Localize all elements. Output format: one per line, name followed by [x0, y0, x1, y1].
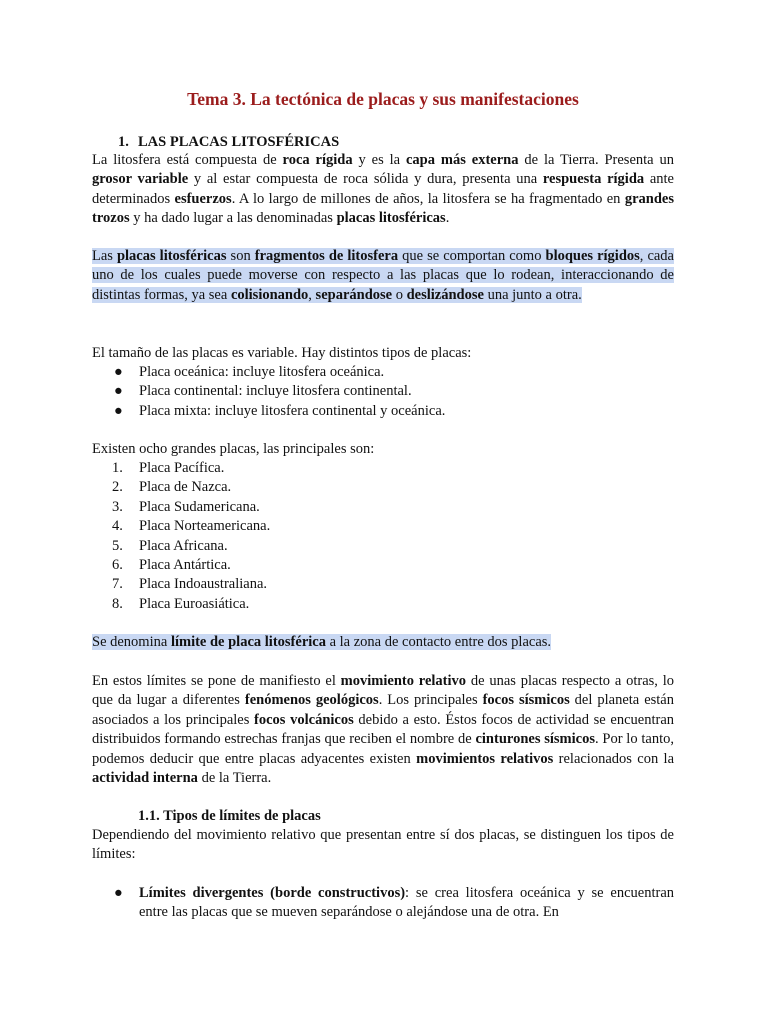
document-title: Tema 3. La tectónica de placas y sus manifestaciones	[187, 89, 579, 109]
text-run: . Por lo tanto, podemos deducir que entre placas adyacentes existen	[92, 731, 674, 767]
text-run: o	[392, 286, 407, 303]
bullet-icon: ●	[114, 383, 123, 400]
bold-run: cinturones sísmicos	[475, 731, 595, 748]
text-run: y al estar compuesta de roca sólida y dura, presenta una	[188, 171, 543, 188]
text-run: ante determinados	[92, 171, 674, 207]
list-item-text: Placa Norteamericana.	[139, 518, 271, 535]
list-item	[92, 517, 674, 536]
text-run: ,	[308, 286, 316, 303]
bold-run: roca rígida	[282, 152, 353, 168]
list-number: 7.	[112, 576, 123, 593]
text-run: a la zona de contacto entre dos placas.	[325, 634, 552, 650]
bold-run: respuesta rígida	[542, 171, 645, 188]
bold-run: movimiento relativo	[340, 673, 467, 689]
list-number: 8.	[112, 595, 123, 612]
highlighted-text	[92, 634, 551, 650]
section-title: LAS PLACAS LITOSFÉRICAS	[138, 134, 340, 150]
list-item	[92, 595, 674, 614]
list-item	[92, 459, 674, 478]
text-run: de unas placas respecto a otras, lo que da lugar a diferentes	[92, 673, 675, 709]
bold-run: focos volcánicos	[254, 711, 354, 728]
text-run: una junto a otra.	[483, 286, 582, 303]
list-item	[92, 402, 674, 421]
bold-run: capa más externa	[406, 152, 519, 168]
list-item-text: Placa Africana.	[139, 537, 228, 554]
bold-run: fenómenos geológicos	[244, 692, 379, 709]
paragraph-placas-highlighted	[92, 247, 674, 305]
text-run: de la Tierra. Presenta un	[518, 152, 674, 168]
text-run: . Los principales	[378, 692, 483, 709]
main-plates-list	[92, 459, 674, 614]
text-run: son	[226, 248, 255, 264]
bullet-icon: ●	[114, 364, 123, 380]
bold-run: bloques rígidos	[545, 248, 640, 264]
list-item-text: Placa Pacífica.	[139, 460, 225, 476]
bold-run: actividad interna	[92, 770, 198, 787]
section-heading-1	[118, 133, 339, 152]
text-run: Las	[92, 248, 117, 264]
bullet-icon: ●	[114, 885, 123, 901]
list-number: 5.	[112, 537, 123, 554]
text-run: La litosfera está compuesta de	[92, 152, 283, 168]
text-run: , cada uno de los cuales puede moverse con respecto a las placas que lo rodean, interaccionando de distintas formas, ya sea	[92, 248, 674, 303]
bold-run: esfuerzos	[174, 190, 232, 207]
bullet-icon: ●	[114, 402, 123, 419]
text-run: Se denomina	[92, 634, 171, 650]
list-item-text: Placa oceánica: incluye litosfera oceánica.	[139, 364, 385, 380]
bold-run: separándose	[315, 286, 393, 303]
subsection-heading: 1.1. Tipos de límites de placas	[138, 808, 321, 824]
bold-run: fragmentos de litosfera	[254, 248, 399, 264]
highlighted-text	[92, 248, 674, 303]
list-number: 1.	[112, 460, 123, 476]
list-item	[92, 498, 674, 517]
text-run: En estos límites se pone de manifiesto el	[92, 673, 341, 689]
text-run: y es la	[352, 152, 406, 168]
list-item-text	[139, 884, 674, 923]
text-run: del planeta están asociados a los principales	[92, 692, 674, 728]
boundary-list-item	[92, 884, 674, 923]
text-run: debido a esto. Éstos focos de actividad se encuentran distribuidos formando estrechas franjas que reciben el nombre de	[92, 711, 675, 748]
text-run: . A lo largo de millones de años, la litosfera se ha fragmentado en	[231, 190, 625, 207]
bold-run: Límites divergentes (borde constructivos)	[139, 885, 406, 901]
list-item	[92, 382, 674, 401]
text-run: .	[445, 210, 450, 227]
plate-types-list	[92, 363, 674, 421]
list-number: 4.	[112, 518, 123, 535]
bold-run: placas litosféricas	[336, 210, 446, 227]
list-item-text: Placa de Nazca.	[139, 479, 232, 496]
paragraph-ocho-placas: Existen ocho grandes placas, las principales son:	[92, 441, 375, 457]
list-item-text: Placa continental: incluye litosfera continental.	[139, 383, 412, 400]
bold-run: colisionando	[230, 286, 309, 303]
text-run: de la Tierra.	[197, 770, 272, 787]
text-run: : se crea litosfera oceánica y se encuentran entre las placas que se mueven separándose o alejándose una de otra. En	[139, 885, 675, 921]
list-item	[92, 575, 674, 594]
bold-run: límite de placa litosférica	[170, 634, 326, 650]
list-item	[92, 537, 674, 556]
bold-run: movimientos relativos	[416, 750, 554, 767]
list-item	[92, 363, 674, 382]
paragraph-limite-highlighted	[92, 633, 674, 652]
paragraph-tipos: Dependiendo del movimiento relativo que presentan entre sí dos placas, se distinguen los tipos de límites:	[92, 827, 674, 863]
bold-run: grandes trozos	[92, 190, 674, 227]
list-number: 2.	[112, 479, 123, 496]
bold-run: focos sísmicos	[482, 692, 570, 709]
list-item	[92, 478, 674, 497]
text-run: relacionados con la	[553, 750, 675, 767]
section-number: 1.	[118, 134, 129, 150]
list-number: 6.	[112, 556, 123, 573]
list-item-text: Placa Euroasiática.	[139, 595, 250, 612]
list-number: 3.	[112, 498, 123, 515]
paragraph-litosfera	[92, 151, 674, 229]
list-item-text: Placa mixta: incluye litosfera continental y oceánica.	[139, 402, 446, 419]
bold-run: placas litosféricas	[116, 248, 227, 264]
bold-run: grosor variable	[92, 171, 189, 188]
text-run: que se comportan como	[398, 248, 546, 264]
paragraph-limites	[92, 672, 674, 788]
list-item	[92, 556, 674, 575]
list-item-text: Placa Indoaustraliana.	[139, 576, 268, 593]
list-item-text: Placa Sudamericana.	[139, 498, 260, 515]
list-item-text: Placa Antártica.	[139, 556, 231, 573]
text-run: y ha dado lugar a las denominadas	[129, 210, 337, 227]
bold-run: deslizándose	[406, 286, 484, 303]
paragraph-tamano: El tamaño de las placas es variable. Hay distintos tipos de placas:	[92, 345, 472, 361]
